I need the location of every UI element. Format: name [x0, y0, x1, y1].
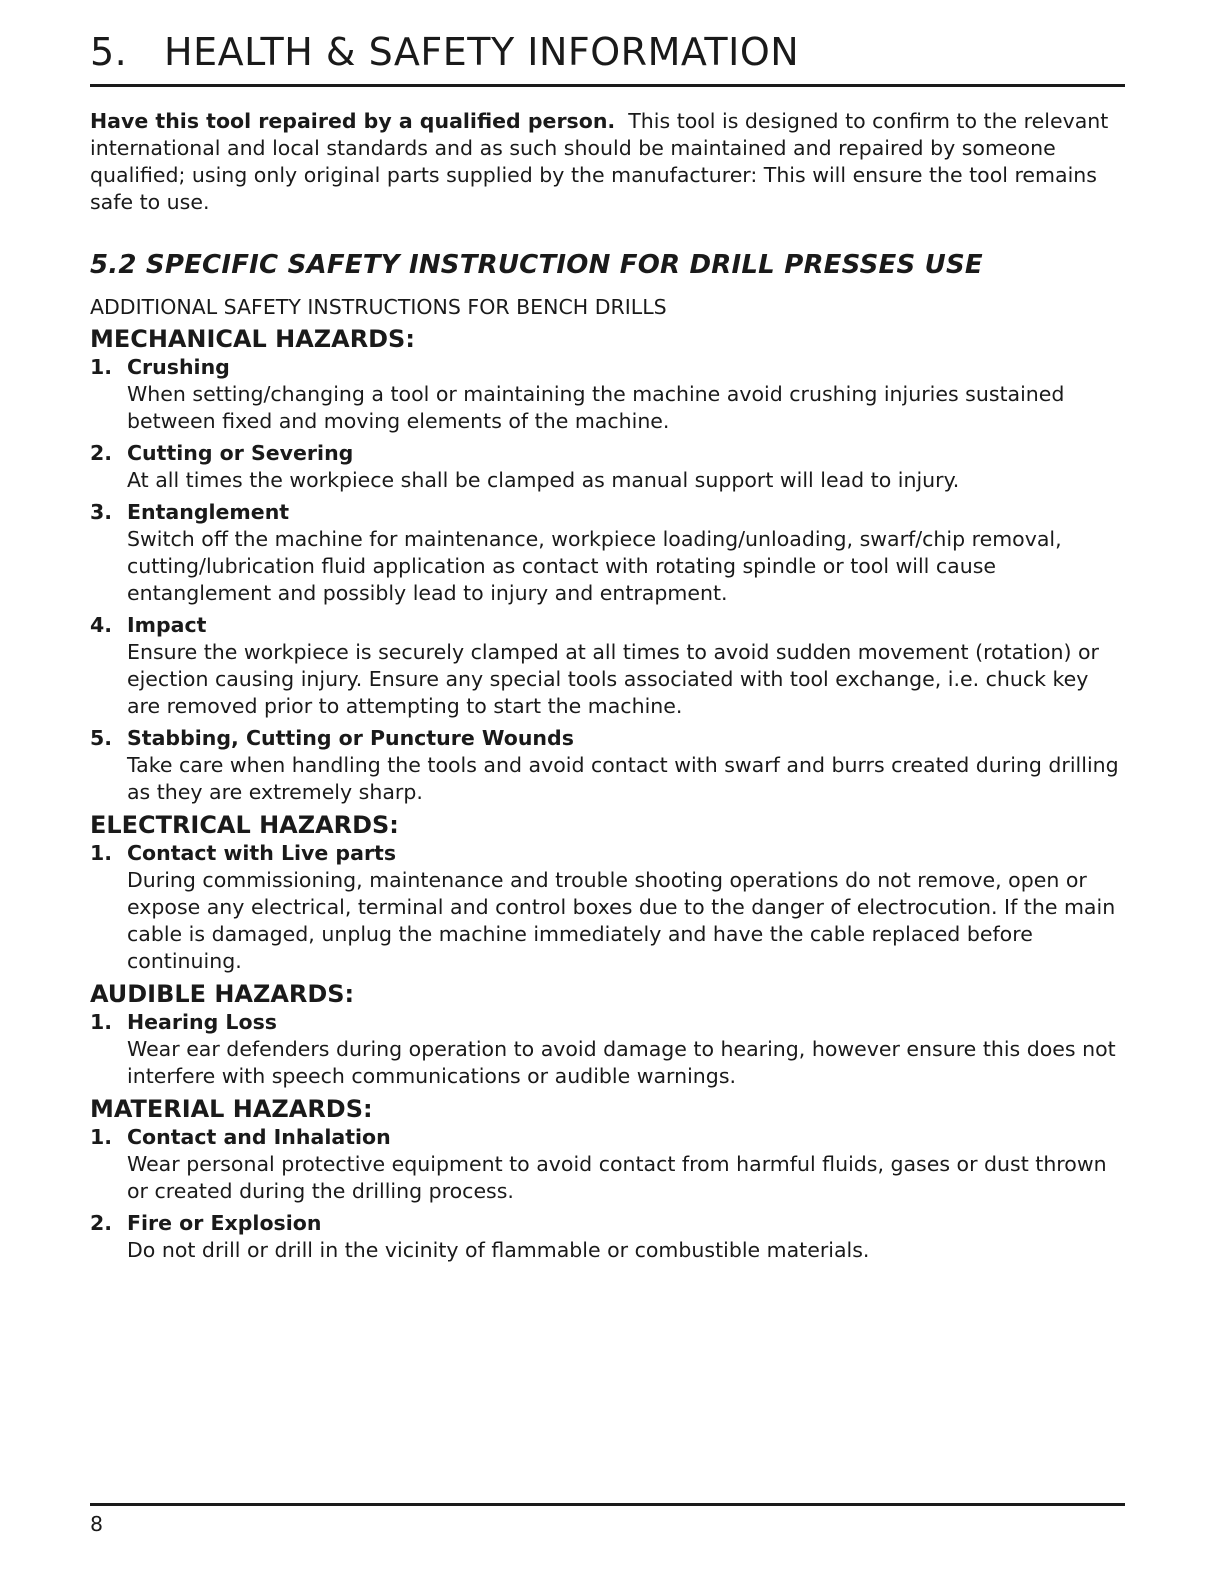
- item-number: 2.: [90, 1211, 113, 1235]
- hazard-item: [90, 612, 1125, 720]
- hazard-item: [90, 725, 1125, 806]
- section-title: 5.2 SPECIFIC SAFETY INSTRUCTION FOR DRILL PRESSES USE: [90, 250, 983, 280]
- item-number: 5.: [90, 726, 113, 750]
- item-heading: Hearing Loss: [127, 1010, 277, 1034]
- item-text: Ensure the workpiece is securely clamped at all times to avoid sudden movement (rotation) or ejection causing injury. Ensure any special tools associated with tool exchange, i.e. chuck key are removed prior to attempting to start the machine.: [127, 640, 1099, 718]
- hazard-list: [90, 840, 1125, 975]
- intro-bold-lead: Have this tool repaired by a qualified person.: [90, 109, 616, 133]
- header-rule: [90, 84, 1125, 87]
- item-number: 1.: [90, 355, 113, 379]
- hazard-item: [90, 1210, 1125, 1264]
- document-page: [90, 0, 1125, 1585]
- item-text: Take care when handling the tools and avoid contact with swarf and burrs created during drilling as they are extremely sharp.: [127, 753, 1119, 804]
- section-subtitle: ADDITIONAL SAFETY INSTRUCTIONS FOR BENCH DRILLS: [90, 295, 667, 319]
- hazard-sections: [90, 325, 1125, 1269]
- hazard-item: [90, 499, 1125, 607]
- hazard-item: [90, 440, 1125, 494]
- category-audible: [90, 980, 1125, 1090]
- item-text: During commissioning, maintenance and trouble shooting operations do not remove, open or expose any electrical, terminal and control boxes due to the danger of electrocution. If the main cable is damaged, unplug the machine immediately and have the cable replaced before continuing.: [127, 868, 1116, 973]
- intro-paragraph: [90, 108, 1125, 216]
- category-material: [90, 1095, 1125, 1264]
- page-number: 8: [90, 1512, 104, 1536]
- item-text: When setting/changing a tool or maintaining the machine avoid crushing injuries sustained between fixed and moving elements of the machine.: [127, 382, 1065, 433]
- item-text: At all times the workpiece shall be clamped as manual support will lead to injury.: [127, 468, 960, 492]
- item-number: 4.: [90, 613, 113, 637]
- item-text: Do not drill or drill in the vicinity of flammable or combustible materials.: [127, 1238, 870, 1262]
- item-heading: Contact with Live parts: [127, 841, 397, 865]
- item-text: Wear ear defenders during operation to avoid damage to hearing, however ensure this does not interfere with speech communications or audible warnings.: [127, 1037, 1116, 1088]
- item-text: Switch off the machine for maintenance, workpiece loading/unloading, swarf/chip removal, cutting/lubrication fluid application as contact with rotating spindle or tool will cause entanglement and possibly lead to injury and entrapment.: [127, 527, 1062, 605]
- category-electrical: [90, 811, 1125, 975]
- item-number: 1.: [90, 841, 113, 865]
- footer-rule: [90, 1503, 1125, 1506]
- intro-text: This tool is designed to confirm to the relevant international and local standards and as such should be maintained and repaired by someone qualified; using only original parts supplied by the manufacturer: This will ensure the tool remains safe to use.: [90, 109, 1109, 214]
- category-title: MECHANICAL HAZARDS:: [90, 325, 415, 353]
- hazard-item: [90, 840, 1125, 975]
- category-title: ELECTRICAL HAZARDS:: [90, 811, 399, 839]
- item-heading: Fire or Explosion: [127, 1211, 322, 1235]
- item-number: 3.: [90, 500, 113, 524]
- item-text: Wear personal protective equipment to avoid contact from harmful fluids, gases or dust thrown or created during the drilling process.: [127, 1152, 1107, 1203]
- hazard-item: [90, 1124, 1125, 1205]
- page-title: [90, 30, 799, 74]
- hazard-list: [90, 1124, 1125, 1264]
- item-number: 2.: [90, 441, 113, 465]
- item-heading: Stabbing, Cutting or Puncture Wounds: [127, 726, 574, 750]
- category-title: AUDIBLE HAZARDS:: [90, 980, 355, 1008]
- item-heading: Impact: [127, 613, 207, 637]
- category-title: MATERIAL HAZARDS:: [90, 1095, 373, 1123]
- item-heading: Cutting or Severing: [127, 441, 354, 465]
- item-number: 1.: [90, 1010, 113, 1034]
- hazard-list: [90, 354, 1125, 806]
- hazard-item: [90, 1009, 1125, 1090]
- chapter-title: HEALTH & SAFETY INFORMATION: [164, 30, 800, 74]
- item-heading: Crushing: [127, 355, 230, 379]
- hazard-item: [90, 354, 1125, 435]
- category-mechanical: [90, 325, 1125, 806]
- item-heading: Entanglement: [127, 500, 290, 524]
- item-number: 1.: [90, 1125, 113, 1149]
- hazard-list: [90, 1009, 1125, 1090]
- chapter-number: 5.: [90, 30, 128, 74]
- item-heading: Contact and Inhalation: [127, 1125, 391, 1149]
